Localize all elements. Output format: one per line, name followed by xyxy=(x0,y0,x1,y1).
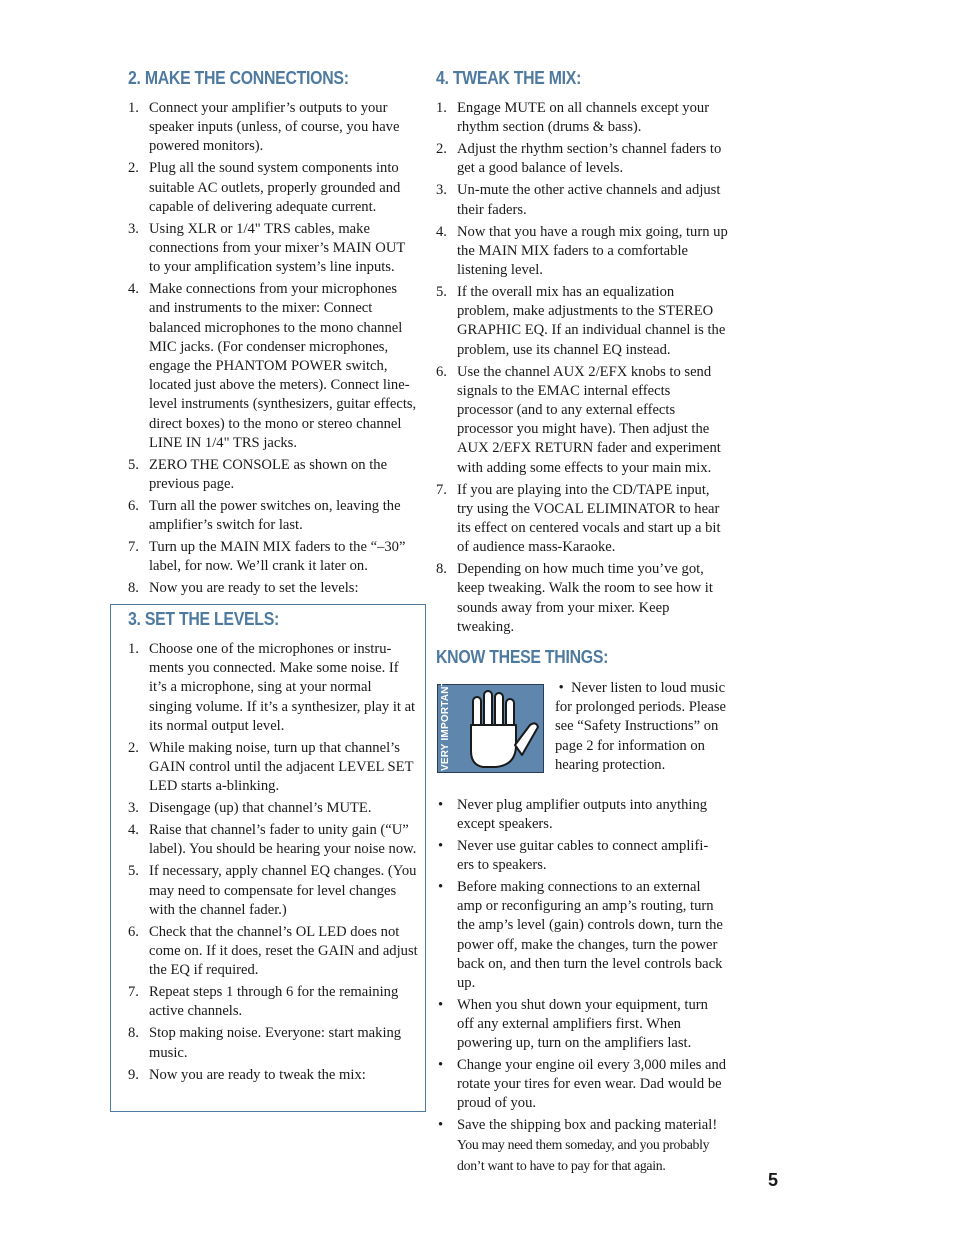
last-bullet-a: Save the shipping box and packing material! xyxy=(457,1117,718,1134)
step-text: Un-mute the other active channels and adjust their faders. xyxy=(457,182,721,218)
list-item xyxy=(128,983,418,1021)
list-item xyxy=(436,1056,728,1114)
know-last-bullet xyxy=(436,1116,728,1176)
section-heading: 3. SET THE LEVELS: xyxy=(128,609,280,629)
bullet-dot: • xyxy=(555,680,572,696)
bullet-text: Change your engine oil every 3,000 miles and rotate your tires for even wear. Dad would be proud of you. xyxy=(457,1057,727,1112)
know-first-bullet: Never listen to loud music for prolonged periods. Please see “Safety Instructions” on page 2 for information on hearing protection. xyxy=(555,680,727,773)
connections-steps xyxy=(128,99,420,599)
list-item xyxy=(436,796,728,834)
list-item xyxy=(128,538,420,576)
step-text: If the overall mix has an equalization problem, make adjustments to the STEREO GRAPHIC EQ. If an individual channel is the problem, use its channel EQ instead. xyxy=(457,284,726,358)
step-text: Turn up the MAIN MIX faders to the “–30” label, for now. We’ll crank it later on. xyxy=(149,539,406,575)
list-item xyxy=(128,862,418,920)
step-text: ZERO THE CONSOLE as shown on the previous page. xyxy=(149,456,388,493)
bullet-text: Never use guitar cables to connect amplifi- ers to speakers. xyxy=(457,838,709,874)
step-text: Stop making noise. Everyone: start making music. xyxy=(149,1025,402,1061)
step-number: 2. xyxy=(128,160,139,177)
list-item xyxy=(128,739,418,797)
step-number: 4. xyxy=(128,281,139,298)
list-item xyxy=(128,1066,418,1085)
list-item xyxy=(436,283,728,360)
list-item xyxy=(128,821,418,859)
section-heading: 4. TWEAK THE MIX: xyxy=(436,68,582,88)
list-item xyxy=(436,223,728,281)
list-item xyxy=(436,996,728,1054)
section-tweak-mix xyxy=(436,68,728,640)
list-item xyxy=(436,99,728,137)
section-heading: 2. MAKE THE CONNECTIONS: xyxy=(128,68,349,88)
step-number: 2. xyxy=(436,141,447,158)
list-item xyxy=(128,280,420,453)
step-number: 9. xyxy=(128,1066,139,1083)
step-number: 3. xyxy=(436,182,447,199)
step-number: 3. xyxy=(128,800,139,817)
hand-stop-icon xyxy=(438,685,545,774)
list-item xyxy=(436,1116,728,1176)
step-text: Depending on how much time you’ve got, keep tweaking. Walk the room to see how it sounds away from your mixer. Keep tweaking. xyxy=(457,561,713,635)
step-text: Plug all the sound system components into suitable AC outlets, properly grounded and capable of delivering adequate current. xyxy=(149,160,401,215)
step-text: Repeat steps 1 through 6 for the remaining active channels. xyxy=(149,984,399,1020)
step-text: Check that the channel’s OL LED does not come on. If it does, reset the GAIN and adjust the EQ if required. xyxy=(149,923,418,979)
page-number: 5 xyxy=(768,1170,779,1190)
list-item xyxy=(128,456,420,494)
first-bullet-block xyxy=(555,679,735,775)
step-text: Connect your amplifier’s outputs to your speaker inputs (unless, of course, you have powered monitors). xyxy=(149,100,400,155)
list-item xyxy=(436,140,728,178)
list-item xyxy=(436,181,728,219)
levels-steps xyxy=(128,640,418,1085)
list-item xyxy=(128,99,420,157)
step-text: Turn all the power switches on, leaving the amplifier’s switch for last. xyxy=(149,498,401,534)
section-know-these-things xyxy=(436,647,728,668)
step-text: Make connections from your microphones and instruments to the mixer: Connect balanced microphones to the mono channel MIC jacks. (For condenser microphones, engage the PHANTOM POWER switch, located just above the meters). Connect line-level instruments (synthesizers, guitar effects, direct boxes) to the mono or stereo channel LINE IN 1/4" TRS jacks. xyxy=(149,281,417,451)
list-item xyxy=(128,799,418,818)
list-item xyxy=(128,579,420,598)
step-text: If necessary, apply channel EQ changes. (You may need to compensate for level changes with the channel fader.) xyxy=(149,863,417,918)
step-number: 8. xyxy=(436,561,447,578)
list-item xyxy=(436,481,728,558)
step-number: 5. xyxy=(128,456,139,473)
step-number: 6. xyxy=(128,923,139,940)
bullet-dot: • xyxy=(438,879,444,895)
badge-label: VERY IMPORTANT xyxy=(440,680,451,771)
step-text: Using XLR or 1/4" TRS cables, make connections from your mixer’s MAIN OUT to your amplification system’s line inputs. xyxy=(149,220,406,276)
step-text: Now you are ready to set the levels: xyxy=(149,580,359,597)
step-number: 1. xyxy=(436,100,447,116)
step-number: 4. xyxy=(128,822,139,839)
bullet-dot: • xyxy=(438,1117,444,1134)
step-number: 6. xyxy=(436,363,447,380)
list-item xyxy=(128,497,420,535)
step-number: 8. xyxy=(128,580,139,597)
bullet-text: When you shut down your equipment, turn off any external amplifiers first. When powering up, turn on the amplifiers last. xyxy=(457,996,708,1052)
step-number: 3. xyxy=(128,220,139,237)
list-item xyxy=(436,560,728,637)
step-text: Now that you have a rough mix going, turn up the MAIN MIX faders to a comfortable listening level. xyxy=(457,223,728,279)
list-item xyxy=(128,640,418,736)
step-text: Adjust the rhythm section’s channel faders to get a good balance of levels. xyxy=(457,141,722,177)
step-number: 4. xyxy=(436,223,447,240)
step-text: Use the channel AUX 2/EFX knobs to send signals to the EMAC internal effects processor (and to any external effects processor you might have). Then adjust the AUX 2/EFX RETURN fader and experiment with adding some effects to your main mix. xyxy=(457,363,721,476)
section-set-levels xyxy=(128,609,418,1088)
list-item xyxy=(436,878,728,993)
step-text: If you are playing into the CD/TAPE input, try using the VOCAL ELIMINATOR to hear its effect on centered vocals and start up a bit of audience mass-Karaoke. xyxy=(457,481,721,556)
step-number: 6. xyxy=(128,498,139,515)
step-number: 2. xyxy=(128,739,139,756)
step-text: Choose one of the microphones or instru- ments you connected. Make some noise. If it’s a microphone, sing at your normal singing volume. If it’s a synthesizer, play it at its normal output level. xyxy=(149,641,416,734)
step-number: 7. xyxy=(128,539,139,556)
bullet-dot: • xyxy=(438,838,444,854)
bullet-text: Before making connections to an external amp or reconfiguring an amp’s routing, turn the amp’s level (gain) controls down, turn the power off, make the changes, turn the power back on, and then turn the level controls back up. xyxy=(457,879,723,992)
section-make-connections xyxy=(128,68,420,601)
step-number: 1. xyxy=(128,641,139,657)
step-number: 5. xyxy=(436,284,447,301)
step-text: Disengage (up) that channel’s MUTE. xyxy=(149,800,372,817)
bullet-dot: • xyxy=(438,797,444,813)
section-heading: KNOW THESE THINGS: xyxy=(436,647,609,667)
list-item xyxy=(128,923,418,981)
tweak-steps xyxy=(436,99,728,637)
very-important-badge xyxy=(437,680,544,773)
list-item xyxy=(128,220,420,278)
bullet-dot: • xyxy=(438,996,444,1013)
step-text: While making noise, turn up that channel’s GAIN control until the adjacent LEVEL SET LED starts a-blinking. xyxy=(149,739,414,795)
step-number: 8. xyxy=(128,1025,139,1042)
list-item xyxy=(128,159,420,217)
bullet-dot: • xyxy=(438,1057,444,1074)
step-text: Now you are ready to tweak the mix: xyxy=(149,1066,366,1083)
last-bullet-b: You may need them someday, and you probably don’t want to have to pay for that again. xyxy=(457,1137,710,1173)
know-bullets xyxy=(436,796,728,1178)
step-number: 7. xyxy=(436,481,447,498)
list-item xyxy=(436,363,728,478)
step-text: Raise that channel’s fader to unity gain (“U” label). You should be hearing your noise now. xyxy=(149,822,417,858)
step-text: Engage MUTE on all channels except your rhythm section (drums & bass). xyxy=(457,100,710,136)
bullet-text: Never plug amplifier outputs into anything except speakers. xyxy=(457,797,708,833)
know-bullet-list xyxy=(436,796,728,1114)
list-item xyxy=(128,1024,418,1062)
list-item xyxy=(436,837,728,875)
step-number: 7. xyxy=(128,984,139,1001)
step-number: 1. xyxy=(128,100,139,116)
step-number: 5. xyxy=(128,863,139,880)
